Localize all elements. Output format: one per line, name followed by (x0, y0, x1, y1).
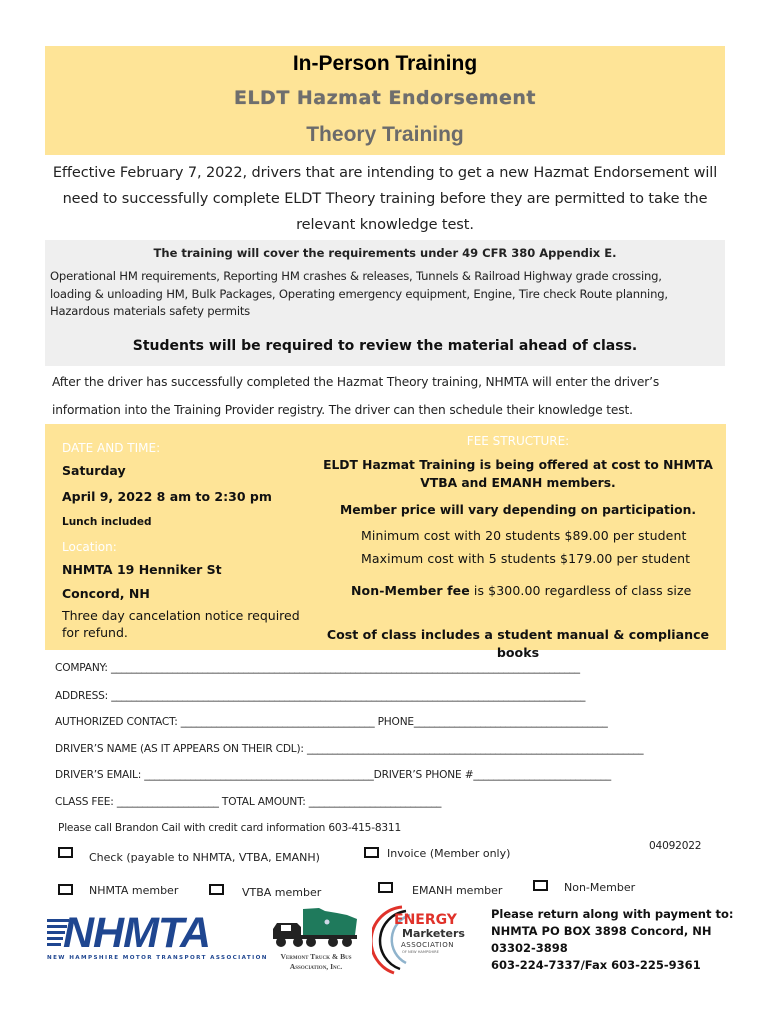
cancelation-policy (62, 607, 300, 641)
invoice-payment-checkbox[interactable] (364, 847, 379, 858)
intro-line: relevant knowledge test. (296, 217, 474, 233)
non-member-label: Non-Member (564, 881, 636, 894)
check-payment-label: Check (payable to NHMTA, VTBA, EMANH) (89, 851, 320, 864)
nhmta-member-label: NHMTA member (89, 884, 179, 897)
member-price-note: Member price will vary depending on participation. (339, 503, 697, 517)
check-payment-checkbox[interactable] (58, 847, 73, 858)
address-field[interactable]: ADDRESS: _____________________________________________________________________________________________ (55, 690, 586, 702)
date-time: April 9, 2022 8 am to 2:30 pm (62, 489, 272, 504)
schedule-fee-box (45, 424, 726, 660)
nhmta-logo (45, 909, 268, 965)
nhmta-member-checkbox[interactable] (58, 884, 73, 895)
date-day: Saturday (62, 463, 126, 478)
review-notice: Students will be required to review the material ahead of class. (132, 338, 638, 354)
return-line: Please return along with payment to: (491, 907, 734, 921)
location-address: NHMTA 19 Henniker St (62, 562, 222, 577)
nonmember-fee-value: is $300.00 regardless of class size (469, 583, 692, 598)
credit-card-note: Please call Brandon Cail with credit card information 603-415-8311 (58, 822, 402, 834)
driver-email-field[interactable]: DRIVER’S EMAIL: _____________________________________________DRIVER’S PHONE #___________________________ (55, 769, 611, 781)
energy-word: ENERGY (394, 912, 457, 928)
cancelation-line: Three day cancelation notice required (62, 608, 300, 623)
max-cost: Maximum cost with 5 students $179.00 per student (361, 551, 691, 566)
emanh-member-label: EMANH member (412, 884, 503, 897)
location-city: Concord, NH (62, 586, 150, 601)
document-code: 04092022 (649, 840, 702, 852)
intro-paragraph (45, 160, 725, 238)
requirements-heading: The training will cover the requirements under 49 CFR 380 Appendix E. (153, 246, 617, 260)
requirements-line: Operational HM requirements, Reporting HM crashes & releases, Tunnels & Railroad Highway grade crossing, (50, 269, 662, 283)
return-line: NHMTA PO BOX 3898 Concord, NH (491, 924, 712, 938)
fee-offer-line: VTBA and EMANH members. (420, 476, 616, 490)
truck-icon (267, 905, 365, 951)
requirements-box (45, 240, 725, 366)
after-training-paragraph (52, 368, 722, 424)
return-line: 03302-3898 (491, 941, 568, 955)
requirements-line: loading & unloading HM, Bulk Packages, Operating emergency equipment, Engine, Tire check Route planning, (50, 286, 668, 301)
vtba-name (267, 952, 365, 972)
nhmta-wordmark: NHMTA (63, 909, 211, 957)
intro-line: need to successfully complete ELDT Theory training before they are permitted to take the (62, 191, 708, 207)
driver-name-field[interactable]: DRIVER’S NAME (AS IT APPEARS ON THEIR CDL): __________________________________________________________________ (55, 743, 644, 755)
section-title: Theory Training (306, 123, 464, 146)
intro-line: Effective February 7, 2022, drivers that are intending to get a new Hazmat Endorsement will (52, 165, 718, 181)
return-line: 603-224-7337/Fax 603-225-9361 (491, 958, 701, 972)
association-word: ASSOCIATION (401, 941, 454, 949)
vtba-member-label: VTBA member (242, 886, 322, 899)
page-subtitle: ELDT Hazmat Endorsement (233, 87, 537, 109)
requirements-line: Hazardous materials safety permits (50, 304, 251, 318)
fee-offer (310, 456, 726, 492)
vtba-name-line: Vermont Truck & Bus (280, 952, 352, 961)
header-banner (45, 46, 725, 155)
marketers-word: Marketers (402, 927, 465, 940)
class-includes: Cost of class includes a student manual & compliance books (326, 627, 710, 660)
invoice-payment-label: Invoice (Member only) (387, 847, 511, 860)
vtba-logo (267, 905, 365, 975)
nonmember-fee (351, 583, 691, 598)
class-fee-field[interactable]: CLASS FEE: ____________________ TOTAL AMOUNT: __________________________ (55, 796, 442, 808)
return-address (491, 906, 733, 974)
company-field[interactable]: COMPANY: ____________________________________________________________________________________________ (55, 662, 580, 674)
after-line: After the driver has successfully completed the Hazmat Theory training, NHMTA will enter the driver’s (52, 375, 660, 389)
location-label: Location: (62, 540, 117, 554)
non-member-checkbox[interactable] (533, 880, 548, 891)
page-title: In-Person Training (292, 52, 478, 75)
requirements-list (50, 268, 725, 321)
energy-marketers-logo (372, 903, 464, 975)
authorized-contact-field[interactable]: AUTHORIZED CONTACT: ______________________________________ PHONE______________________________________ (55, 716, 608, 728)
vtba-name-line: Association, Inc. (289, 962, 343, 971)
nhmta-tagline: NEW HAMPSHIRE MOTOR TRANSPORT ASSOCIATION (47, 955, 268, 961)
fee-structure-label: FEE STRUCTURE: (466, 434, 570, 448)
fee-offer-line: ELDT Hazmat Training is being offered at cost to NHMTA (323, 458, 713, 472)
vtba-member-checkbox[interactable] (209, 884, 224, 895)
emanh-member-checkbox[interactable] (378, 882, 393, 893)
cancelation-line: for refund. (62, 625, 128, 640)
nonmember-fee-label: Non-Member fee (351, 583, 470, 598)
min-cost: Minimum cost with 20 students $89.00 per student (361, 528, 687, 543)
after-line: information into the Training Provider registry. The driver can then schedule their knowledge test. (52, 403, 633, 417)
emanh-state: OF NEW HAMPSHIRE (402, 950, 439, 954)
lunch-note: Lunch included (62, 516, 152, 528)
date-time-label: DATE AND TIME: (62, 441, 161, 455)
